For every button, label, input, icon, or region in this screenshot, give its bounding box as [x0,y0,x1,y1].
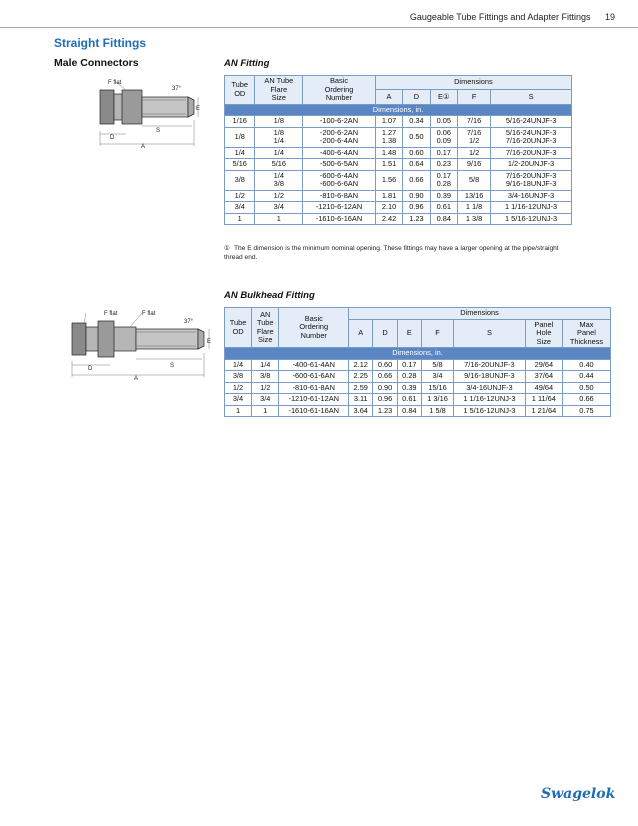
an-bulkhead-title: AN Bulkhead Fitting [224,290,315,301]
table-row [225,159,572,171]
table-cell: 3/8 [225,371,252,383]
col-d: D [403,90,430,104]
table-cell: 7/16 [457,116,490,128]
table-cell: 2.25 [349,371,373,383]
col-max-panel: Max Panel Thickness [562,319,610,348]
col-e: E [397,319,421,348]
an-fitting-title: AN Fitting [224,58,270,69]
table-row [225,359,611,371]
table-cell: 1 [225,213,255,225]
table-row [225,371,611,383]
table-cell: 1 3/8 [457,213,490,225]
table-cell: 1.48 [375,147,402,159]
table-cell: 1/8 [255,116,303,128]
subsection-title: Male Connectors [54,57,139,69]
table-cell: 1/2-20UNJF-3 [491,159,572,171]
table-cell: 37/64 [525,371,562,383]
table-cell: 0.40 [562,359,610,371]
table-cell: 0.60 [373,359,397,371]
table-cell: 0.23 [430,159,457,171]
table-row [225,202,572,214]
table-cell: -600-61-6AN [279,371,349,383]
table-cell: 1.51 [375,159,402,171]
table-cell: -500-6-5AN [303,159,376,171]
col-dimensions: Dimensions [349,308,611,320]
table-cell: 3/4 [252,394,279,406]
table-row [225,147,572,159]
table-cell: 5/16-24UNJF-3 [491,116,572,128]
table-cell: 0.90 [403,190,430,202]
col-f: F [457,90,490,104]
e-label: E [207,339,212,345]
table-cell: 5/8 [457,170,490,190]
footnote [224,245,569,262]
table-cell: 3/4 [422,371,454,383]
table-cell: 0.17 [430,147,457,159]
footnote-mark: ① [224,245,230,252]
table-cell: 1 [225,405,252,417]
table-cell: 3/4-16UNJF-3 [454,382,526,394]
col-d: D [373,319,397,348]
table-cell: 1/2 [225,382,252,394]
swagelok-logo: Swagelok [541,786,616,802]
table-cell: 0.61 [397,394,421,406]
table-row [225,394,611,406]
a-label: A [141,144,146,150]
header-rule [0,27,638,28]
table-cell: 0.39 [430,190,457,202]
table-cell: 1 3/16 [422,394,454,406]
table-cell: 0.34 [403,116,430,128]
section-title: Straight Fittings [54,36,146,50]
col-a: A [375,90,402,104]
table-cell: 1/4 [255,147,303,159]
col-an-tube: AN Tube Flare Size [252,308,279,348]
col-e: E① [430,90,457,104]
table-cell: 1/2 [457,147,490,159]
table-cell: -1610-6-16AN [303,213,376,225]
table-cell: 1 5/16-12UNJ-3 [454,405,526,417]
table-cell: 0.39 [397,382,421,394]
table-cell: 5/8 [422,359,454,371]
table-cell: 2.42 [375,213,402,225]
table-cell: 3/8 [225,170,255,190]
table-cell: 29/64 [525,359,562,371]
col-panel-hole: Panel Hole Size [525,319,562,348]
e-label: E [196,106,201,112]
an-bulkhead-table [224,307,611,417]
table-cell: 2.10 [375,202,402,214]
bulkhead-diagram [64,307,224,383]
table-cell: 1/4 [225,359,252,371]
table-cell: 1/2 [225,190,255,202]
table-cell: 1/8 1/4 [255,127,303,147]
table-cell: 0.96 [373,394,397,406]
table-cell: 3/4 [255,202,303,214]
table-cell: -600-6-4AN -600-6-6AN [303,170,376,190]
d-label: D [88,366,93,372]
table-cell: -1210-61-12AN [279,394,349,406]
table-cell: 5/16-24UNJF-3 7/16-20UNJF-3 [491,127,572,147]
table-cell: 0.96 [403,202,430,214]
table-cell: 0.64 [403,159,430,171]
table-row [225,382,611,394]
table-cell: 0.66 [562,394,610,406]
col-tube-od: Tube OD [225,308,252,348]
table-cell: 0.50 [562,382,610,394]
table-cell: 3.64 [349,405,373,417]
page-number: 19 [604,12,615,22]
table-cell: 1.27 1.38 [375,127,402,147]
table-cell: -200-6-2AN -200-6-4AN [303,127,376,147]
table-cell: 15/16 [422,382,454,394]
col-dimensions: Dimensions [375,76,571,90]
table-cell: 0.05 [430,116,457,128]
col-a: A [349,319,373,348]
col-s: S [454,319,526,348]
f-flat-label-2: F flat [142,311,156,317]
table-cell: 0.66 [373,371,397,383]
table-cell: 2.12 [349,359,373,371]
a-label: A [134,376,139,382]
table-cell: -400-6-4AN [303,147,376,159]
table-cell: 1 5/16-12UNJ-3 [491,213,572,225]
table-cell: 1.56 [375,170,402,190]
angle-label: 37° [172,86,182,92]
table-cell: 0.06 0.09 [430,127,457,147]
table-cell: 5/16 [255,159,303,171]
table-cell: 7/16 1/2 [457,127,490,147]
table-cell: 1.23 [373,405,397,417]
units-row: Dimensions, in. [225,104,572,116]
table-cell: 1/4 [252,359,279,371]
table-cell: 0.44 [562,371,610,383]
table-cell: 1 5/8 [422,405,454,417]
table-cell: 1 11/64 [525,394,562,406]
table-cell: -1210-6-12AN [303,202,376,214]
page-header [0,0,638,30]
s-label: S [170,363,175,369]
col-f: F [422,319,454,348]
table-cell: 0.75 [562,405,610,417]
table-cell: 1/4 3/8 [255,170,303,190]
table-cell: 13/16 [457,190,490,202]
table-cell: 1.23 [403,213,430,225]
table-cell: 1/8 [225,127,255,147]
table-cell: 0.17 0.28 [430,170,457,190]
units-row: Dimensions, in. [225,348,611,360]
table-cell: 0.66 [403,170,430,190]
col-an-tube: AN Tube Flare Size [255,76,303,105]
table-cell: 3/8 [252,371,279,383]
male-connector-diagram [86,76,211,151]
col-s: S [491,90,572,104]
table-row [225,213,572,225]
table-cell: 5/16 [225,159,255,171]
table-cell: 0.50 [403,127,430,147]
table-cell: 1/4 [225,147,255,159]
table-cell: 0.84 [397,405,421,417]
f-flat-label: F flat [108,80,122,86]
table-row [225,405,611,417]
table-cell: 1/16 [225,116,255,128]
table-cell: 3/4-16UNJF-3 [491,190,572,202]
table-row [225,190,572,202]
angle-label: 37° [184,319,194,325]
table-cell: -100-6-2AN [303,116,376,128]
table-row [225,170,572,190]
an-fitting-table [224,75,572,225]
table-cell: 1 1/16-12UNJ-3 [491,202,572,214]
table-cell: 3/4 [225,394,252,406]
table-cell: 1 [252,405,279,417]
table-cell: 1/2 [255,190,303,202]
table-cell: 7/16-20UNJF-3 [491,147,572,159]
table-cell: 0.28 [397,371,421,383]
table-cell: 3/4 [225,202,255,214]
table-cell: 1/2 [252,382,279,394]
table-cell: 9/16 [457,159,490,171]
col-basic: Basic Ordering Number [303,76,376,105]
col-tube-od: Tube OD [225,76,255,105]
header-title: Gaugeable Tube Fittings and Adapter Fittings [409,12,591,22]
f-flat-label-1: F flat [104,311,118,317]
table-cell: -400-61-4AN [279,359,349,371]
col-basic: Basic Ordering Number [279,308,349,348]
table-row [225,116,572,128]
table-cell: 0.17 [397,359,421,371]
table-cell: 0.84 [430,213,457,225]
table-cell: 1 1/16-12UNJ-3 [454,394,526,406]
table-cell: 7/16-20UNJF-3 9/16-18UNJF-3 [491,170,572,190]
table-cell: 0.90 [373,382,397,394]
table-cell: 2.59 [349,382,373,394]
table-cell: 9/16-18UNJF-3 [454,371,526,383]
table-cell: -1610-61-16AN [279,405,349,417]
table-cell: 49/64 [525,382,562,394]
table-cell: 1 21/64 [525,405,562,417]
table-cell: 1.07 [375,116,402,128]
s-label: S [156,128,161,134]
table-cell: -810-61-8AN [279,382,349,394]
table-cell: 7/16-20UNJF-3 [454,359,526,371]
table-row [225,127,572,147]
footnote-text: The E dimension is the minimum nominal opening. These fittings may have a larger opening at the pipe/straight thread end. [224,245,559,261]
table-cell: 1.81 [375,190,402,202]
table-cell: 1 [255,213,303,225]
table-cell: 3.11 [349,394,373,406]
table-cell: -810-6-8AN [303,190,376,202]
table-cell: 0.60 [403,147,430,159]
table-cell: 1 1/8 [457,202,490,214]
d-label: D [110,135,115,141]
table-cell: 0.61 [430,202,457,214]
